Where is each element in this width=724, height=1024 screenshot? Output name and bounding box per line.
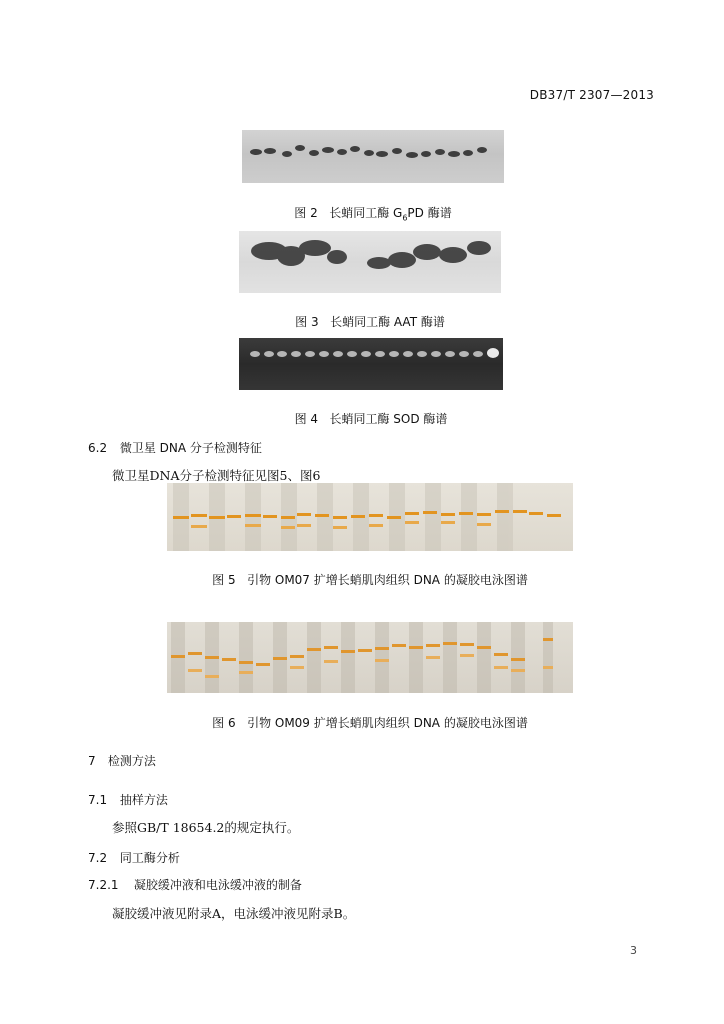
section-6-2-title: 微卫星 DNA 分子检测特征: [119, 441, 262, 455]
section-7-heading: [88, 752, 156, 769]
section-6-2-number: 6.2: [88, 441, 108, 455]
figure-2-title-post: PD 酶谱: [407, 206, 452, 220]
section-7-2-1-number: 7.2.1: [88, 878, 119, 892]
figure-2-number: 图 2: [294, 206, 318, 220]
figure-4-title: 长蛸同工酶 SOD 酶谱: [329, 412, 448, 426]
figure-3-caption: [239, 313, 501, 330]
page-number: 3: [630, 944, 637, 957]
section-7-2-1-title: 凝胶缓冲液和电泳缓冲液的制备: [133, 878, 302, 892]
section-7-2-title: 同工酶分析: [119, 851, 180, 865]
figure-5-number: 图 5: [212, 573, 236, 587]
om09-bands: [167, 622, 573, 693]
figure-2-title-sub: 6: [402, 213, 408, 223]
aat-zymogram-image: [239, 231, 501, 293]
figure-6-title: 引物 OM09 扩增长蛸肌肉组织 DNA 的凝胶电泳图谱: [247, 716, 528, 730]
figure-6-caption: [167, 714, 573, 731]
section-7-title: 检测方法: [107, 754, 156, 768]
section-7-2-1-heading: [88, 876, 302, 893]
sod-bands: [239, 338, 503, 390]
g6pd-bands: [242, 130, 504, 183]
figure-3-title: 长蛸同工酶 AAT 酶谱: [330, 315, 445, 329]
g6pd-zymogram-image: [242, 130, 504, 183]
section-7-2-1-body: 凝胶缓冲液见附录A，电泳缓冲液见附录B。: [112, 906, 356, 921]
aat-bands: [239, 231, 501, 293]
figure-5-caption: [167, 571, 573, 588]
figure-4-caption: [239, 410, 503, 427]
section-7-number: 7: [88, 754, 96, 768]
standard-code: DB37/T 2307—2013: [529, 88, 654, 102]
section-7-2-number: 7.2: [88, 851, 108, 865]
section-6-2-body: 微卫星DNA分子检测特征见图5、图6: [112, 468, 321, 483]
section-7-1-body: 参照GB/T 18654.2的规定执行。: [112, 820, 300, 835]
sod-zymogram-image: [239, 338, 503, 390]
section-7-1-heading: [88, 791, 168, 808]
om07-gel-image: [167, 483, 573, 551]
section-6-2-heading: [88, 439, 262, 456]
figure-2-caption: [242, 204, 504, 222]
section-7-1-title: 抽样方法: [119, 793, 168, 807]
om09-gel-image: [167, 622, 573, 693]
section-7-1-number: 7.1: [88, 793, 108, 807]
om07-bands: [167, 483, 573, 551]
figure-6-number: 图 6: [212, 716, 236, 730]
figure-3-number: 图 3: [295, 315, 319, 329]
figure-5-title: 引物 OM07 扩增长蛸肌肉组织 DNA 的凝胶电泳图谱: [247, 573, 528, 587]
section-7-2-heading: [88, 849, 180, 866]
figure-4-number: 图 4: [294, 412, 319, 426]
figure-2-title-pre: 长蛸同工酶 G: [329, 206, 403, 220]
